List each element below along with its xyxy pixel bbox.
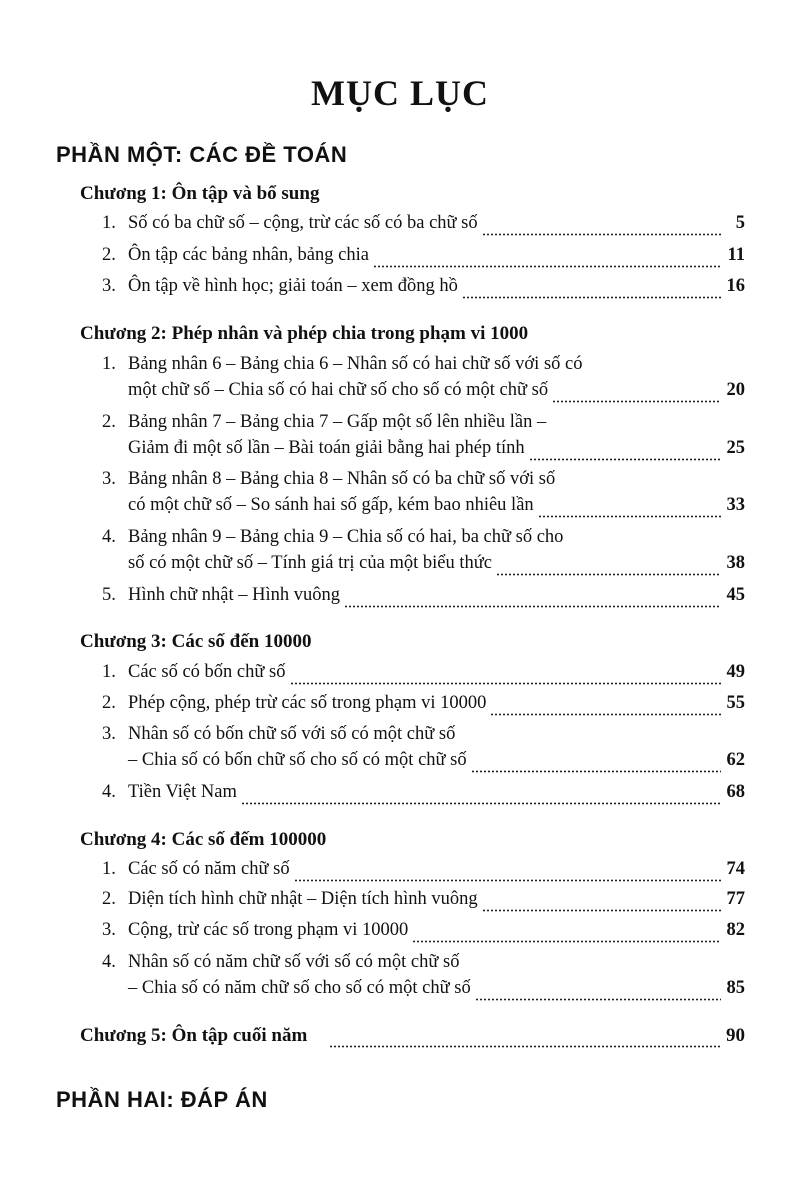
toc-entry[interactable] — [102, 782, 745, 806]
dot-leader — [552, 398, 721, 404]
toc-entry[interactable] — [102, 693, 745, 717]
dot-leader — [412, 938, 721, 944]
entry-title: Diện tích hình chữ nhật – Diện tích hình vuông — [128, 889, 478, 909]
chapter-3-heading: Chương 3: Các số đến 10000 — [80, 631, 312, 652]
chapter-5-entry[interactable] — [80, 1025, 745, 1049]
entry-number: 4. — [102, 527, 116, 547]
toc-entry-line[interactable] — [102, 412, 546, 436]
entry-page: 38 — [726, 553, 745, 573]
dot-leader — [329, 1043, 721, 1049]
toc-entry[interactable] — [102, 889, 745, 913]
entry-page: 68 — [726, 782, 745, 802]
entry-title: Tiền Việt Nam — [128, 782, 237, 802]
entry-title: Nhân số có bốn chữ số với số có một chữ số — [128, 724, 456, 744]
dot-leader — [482, 907, 721, 913]
entry-number: 3. — [102, 276, 116, 296]
toc-entry[interactable] — [102, 920, 745, 944]
entry-page: 49 — [726, 662, 745, 682]
dot-leader — [496, 571, 721, 577]
entry-number: 4. — [102, 952, 116, 972]
toc-entry[interactable] — [102, 213, 745, 237]
toc-entry[interactable] — [102, 276, 745, 300]
entry-page: 45 — [726, 585, 745, 605]
entry-number: 2. — [102, 889, 116, 909]
entry-title-cont: số có một chữ số – Tính giá trị của một biểu thức — [128, 553, 492, 573]
entry-number: 2. — [102, 693, 116, 713]
dot-leader — [490, 711, 721, 717]
entry-title-cont: Giảm đi một số lần – Bài toán giải bằng hai phép tính — [128, 438, 525, 458]
entry-page: 5 — [735, 213, 745, 233]
dot-leader — [538, 513, 721, 519]
chapter-4-heading: Chương 4: Các số đếm 100000 — [80, 829, 327, 850]
entry-page: 90 — [726, 1025, 745, 1046]
dot-leader — [462, 294, 721, 300]
entry-title: Phép cộng, phép trừ các số trong phạm vi 10000 — [128, 693, 487, 713]
dot-leader — [373, 263, 721, 269]
dot-leader — [241, 800, 721, 806]
entry-number: 5. — [102, 585, 116, 605]
entry-title: Bảng nhân 7 – Bảng chia 7 – Gấp một số lên nhiều lần – — [128, 412, 547, 432]
entry-number: 4. — [102, 782, 116, 802]
entry-title: Bảng nhân 9 – Bảng chia 9 – Chia số có hai, ba chữ số cho — [128, 527, 564, 547]
entry-number: 2. — [102, 245, 116, 265]
dot-leader — [290, 680, 722, 686]
entry-page: 25 — [726, 438, 745, 458]
entry-title: Các số có năm chữ số — [128, 859, 290, 879]
entry-title-cont: một chữ số – Chia số có hai chữ số cho số có một chữ số — [128, 380, 549, 400]
dot-leader — [529, 456, 721, 462]
entry-number: 2. — [102, 412, 116, 432]
entry-number: 3. — [102, 724, 116, 744]
toc-entry-line[interactable] — [102, 354, 582, 378]
toc-entry-line[interactable] — [102, 527, 563, 551]
entry-title: Bảng nhân 6 – Bảng chia 6 – Nhân số có hai chữ số với số có — [128, 354, 583, 374]
entry-page: 85 — [726, 978, 745, 998]
dot-leader — [475, 996, 721, 1002]
toc-entry[interactable] — [128, 380, 745, 404]
chapter-2-heading: Chương 2: Phép nhân và phép chia trong phạm vi 1000 — [80, 323, 529, 344]
entry-page: 11 — [727, 245, 745, 265]
entry-title: Ôn tập về hình học; giải toán – xem đồng hồ — [128, 276, 458, 296]
part-one-heading: PHẦN MỘT: CÁC ĐỀ TOÁN — [56, 142, 348, 167]
toc-entry[interactable] — [128, 978, 745, 1002]
entry-title: Bảng nhân 8 – Bảng chia 8 – Nhân số có ba chữ số với số — [128, 469, 556, 489]
chapter-5-heading: Chương 5: Ôn tập cuối năm — [80, 1025, 308, 1046]
dot-leader — [482, 231, 721, 237]
entry-number: 1. — [102, 354, 116, 374]
dot-leader — [294, 877, 721, 883]
toc-entry[interactable] — [128, 750, 745, 774]
entry-number: 1. — [102, 662, 116, 682]
entry-title: Nhân số có năm chữ số với số có một chữ số — [128, 952, 460, 972]
toc-entry[interactable] — [128, 495, 745, 519]
entry-title: Số có ba chữ số – cộng, trừ các số có ba chữ số — [128, 213, 478, 233]
toc-entry[interactable] — [102, 245, 745, 269]
entry-number: 1. — [102, 859, 116, 879]
entry-title: Các số có bốn chữ số — [128, 662, 286, 682]
toc-entry[interactable] — [102, 662, 745, 686]
entry-page: 82 — [726, 920, 745, 940]
dot-leader — [344, 603, 721, 609]
entry-title: Hình chữ nhật – Hình vuông — [128, 585, 340, 605]
toc-entry-line[interactable] — [102, 724, 455, 748]
entry-title-cont: – Chia số có bốn chữ số cho số có một chữ số — [128, 750, 467, 770]
toc-entry-line[interactable] — [102, 952, 459, 976]
entry-title: Cộng, trừ các số trong phạm vi 10000 — [128, 920, 409, 940]
entry-page: 74 — [726, 859, 745, 879]
page-title: MỤC LỤC — [311, 73, 489, 113]
entry-title-cont: có một chữ số – So sánh hai số gấp, kém bao nhiêu lần — [128, 495, 534, 515]
entry-page: 20 — [726, 380, 745, 400]
entry-title-cont: – Chia số có năm chữ số cho số có một chữ số — [128, 978, 471, 998]
toc-entry[interactable] — [102, 859, 745, 883]
toc-entry[interactable] — [128, 438, 745, 462]
entry-number: 3. — [102, 469, 116, 489]
entry-number: 1. — [102, 213, 116, 233]
entry-page: 33 — [726, 495, 745, 515]
dot-leader — [471, 768, 721, 774]
part-two-heading: PHẦN HAI: ĐÁP ÁN — [56, 1087, 268, 1112]
toc-entry[interactable] — [128, 553, 745, 577]
entry-title: Ôn tập các bảng nhân, bảng chia — [128, 245, 369, 265]
entry-page: 16 — [726, 276, 745, 296]
entry-page: 55 — [726, 693, 745, 713]
toc-entry-line[interactable] — [102, 469, 555, 493]
entry-page: 62 — [726, 750, 745, 770]
toc-entry[interactable] — [102, 585, 745, 609]
entry-number: 3. — [102, 920, 116, 940]
entry-page: 77 — [726, 889, 745, 909]
chapter-1-heading: Chương 1: Ôn tập và bổ sung — [80, 183, 320, 204]
